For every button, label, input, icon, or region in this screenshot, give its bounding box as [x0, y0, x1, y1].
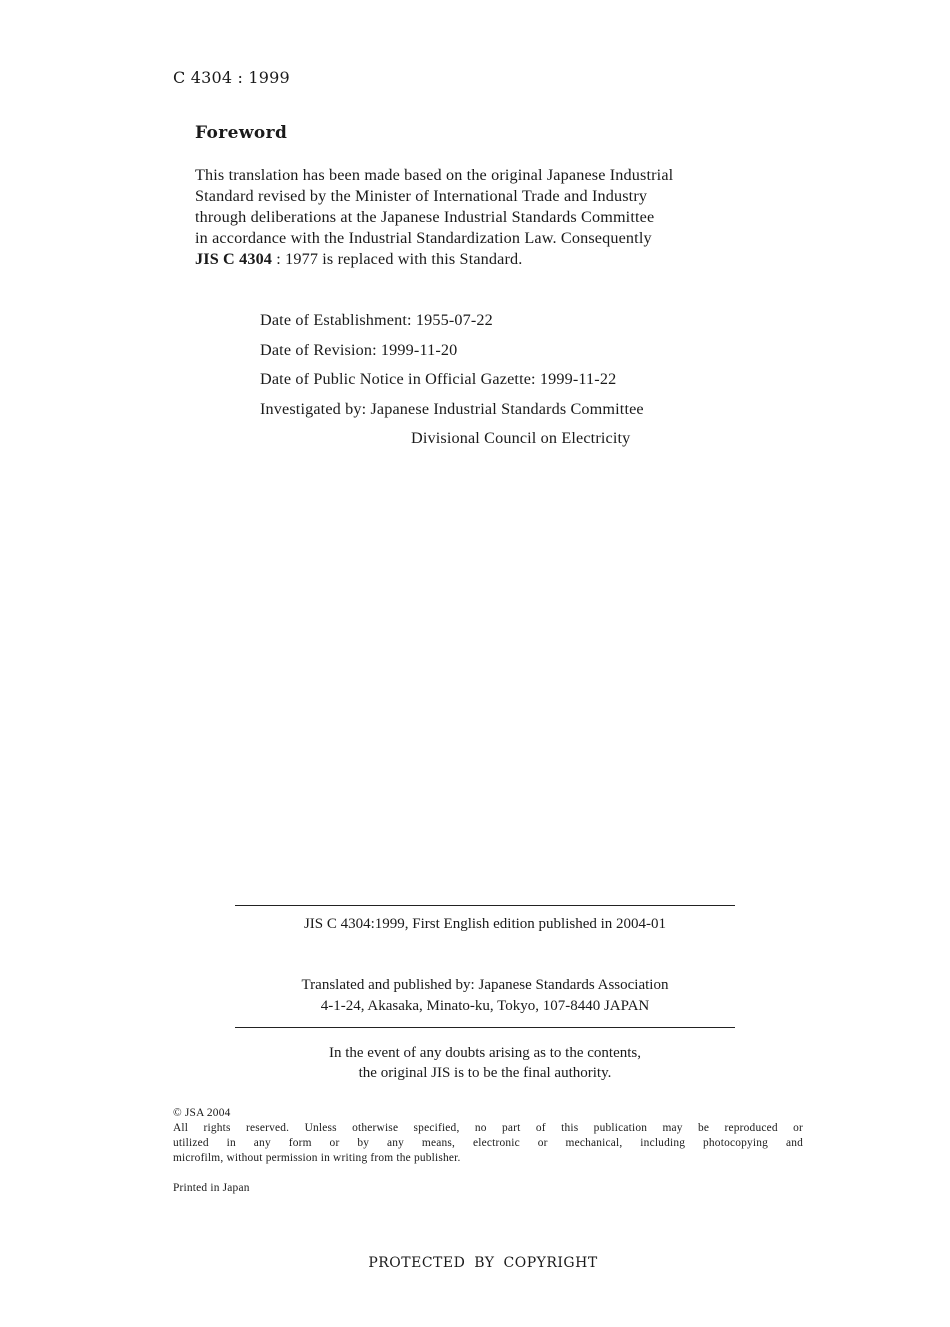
- investigated-by: Investigated by: Japanese Industrial Standards Committee: [260, 399, 644, 418]
- publisher-address: 4-1-24, Akasaka, Minato-ku, Tokyo, 107-8440 JAPAN: [320, 998, 650, 1014]
- authority-notice: [235, 1043, 735, 1083]
- foreword-line: through deliberations at the Japanese Industrial Standards Committee: [195, 208, 655, 226]
- foreword-line: This translation has been made based on the original Japanese Industrial: [195, 166, 674, 184]
- copyright-notice: [173, 1106, 803, 1166]
- investigated-by-continued: Divisional Council on Electricity: [411, 429, 631, 447]
- foreword-title: Foreword: [195, 123, 288, 143]
- copyright-line: microfilm, without permission in writing from the publisher.: [173, 1152, 461, 1164]
- standard-dates: [260, 306, 644, 454]
- date-establishment: Date of Establishment: 1955-07-22: [260, 311, 493, 329]
- copyright-holder: © JSA 2004: [173, 1107, 231, 1119]
- replaced-standard-id: JIS C 4304: [195, 250, 273, 268]
- printed-in: Printed in Japan: [173, 1182, 250, 1194]
- divider-top: [235, 905, 735, 906]
- publisher-info: [235, 975, 735, 1017]
- foreword-line: in accordance with the Industrial Standardization Law. Consequently: [195, 229, 652, 247]
- date-public-notice: Date of Public Notice in Official Gazette: 1999-11-22: [260, 370, 617, 388]
- replaced-standard-rest: : 1977 is replaced with this Standard.: [272, 250, 523, 268]
- copyright-line: All rights reserved. Unless otherwise specified, no part of this publication may be reproduced or: [173, 1122, 803, 1134]
- foreword-paragraph: [195, 165, 800, 270]
- divider-bottom: [235, 1027, 735, 1028]
- date-revision: Date of Revision: 1999-11-20: [260, 340, 458, 359]
- foreword-line-last: [195, 249, 800, 270]
- copyright-footer: PROTECTED BY COPYRIGHT: [368, 1255, 598, 1271]
- foreword-line: Standard revised by the Minister of International Trade and Industry: [195, 187, 648, 205]
- copyright-line: utilized in any form or by any means, electronic or mechanical, including photocopying and: [173, 1137, 803, 1149]
- authority-notice-line: the original JIS is to be the final authority.: [358, 1065, 612, 1081]
- page-header-standard-id: C 4304 : 1999: [173, 68, 290, 87]
- authority-notice-line: In the event of any doubts arising as to the contents,: [328, 1045, 641, 1061]
- edition-info: JIS C 4304:1999, First English edition published in 2004-01: [303, 916, 667, 932]
- publisher-line: Translated and published by: Japanese Standards Association: [301, 977, 669, 993]
